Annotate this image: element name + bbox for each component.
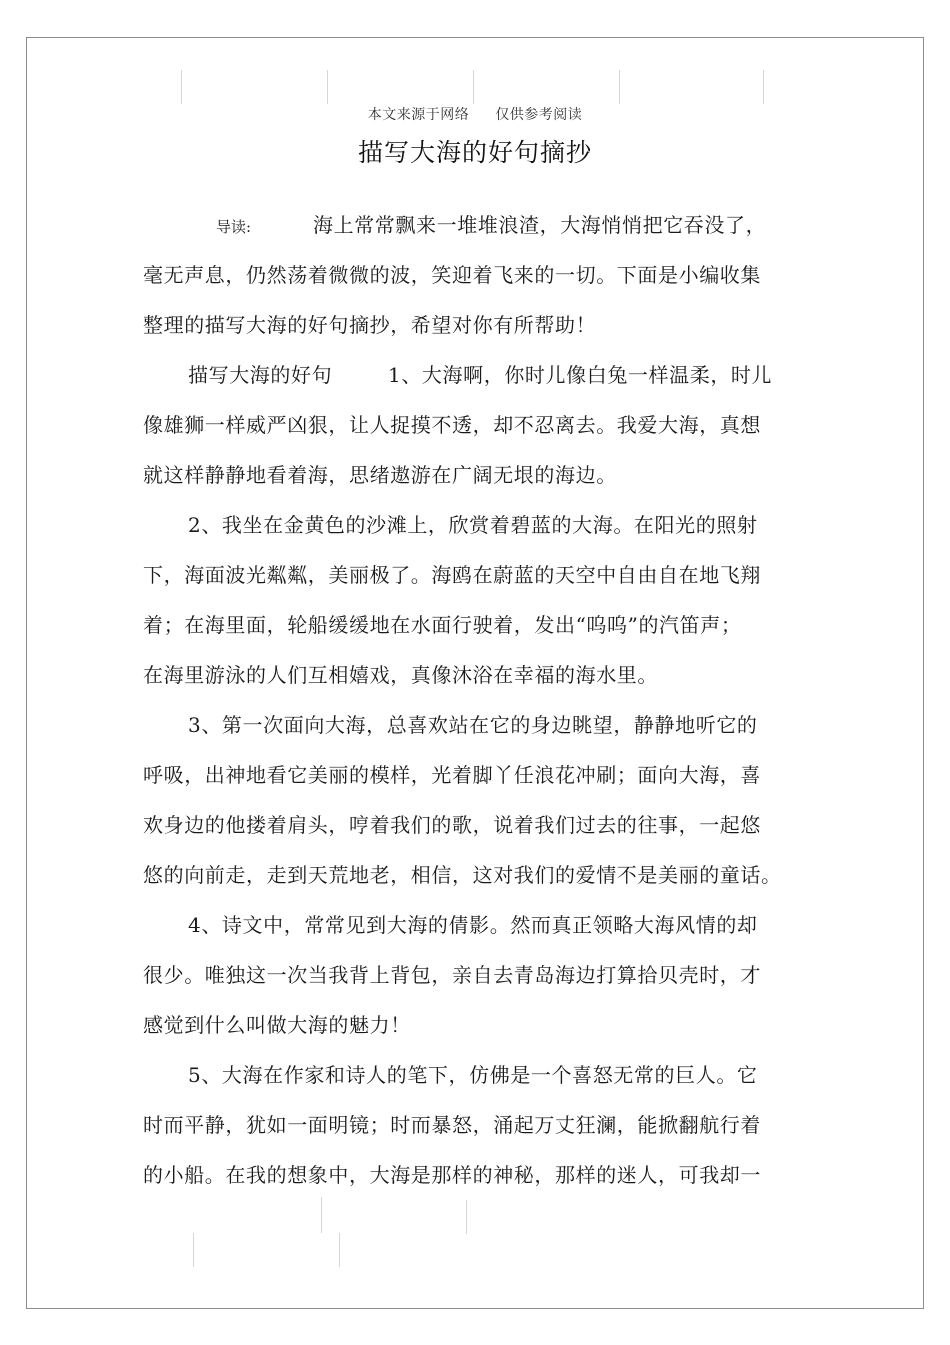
source-note: 本文来源于网络 bbox=[367, 107, 470, 123]
reference-note: 仅供参考阅读 bbox=[495, 107, 583, 123]
scan-line bbox=[193, 1233, 194, 1267]
paragraph-line: 1、大海啊，你时儿像白兔一样温柔，时儿 bbox=[388, 363, 773, 387]
intro-line: 海上常常飘来一堆堆浪渣，大海悄悄把它吞没了， bbox=[313, 213, 767, 237]
paragraph-line: 呼吸，出神地看它美丽的模样，光着脚丫任浪花冲刷；面向大海，喜 bbox=[143, 763, 761, 787]
paragraph-line: 像雄狮一样威严凶狠，让人捉摸不透，却不忍离去。我爱大海，真想 bbox=[143, 413, 761, 437]
paragraph-line: 的小船。在我的想象中，大海是那样的神秘，那样的迷人，可我却一 bbox=[143, 1163, 761, 1187]
page-title: 描写大海的好句摘抄 bbox=[357, 138, 592, 167]
scan-line bbox=[181, 70, 182, 104]
intro-line: 毫无声息，仍然荡着微微的波，笑迎着飞来的一切。下面是小编收集 bbox=[143, 263, 761, 287]
intro-label: 导读: bbox=[216, 218, 252, 236]
scan-line bbox=[619, 70, 620, 104]
header-note bbox=[0, 104, 950, 124]
scan-line bbox=[473, 70, 474, 104]
scan-line bbox=[321, 1197, 322, 1233]
scan-line bbox=[466, 1200, 467, 1234]
paragraph-line: 在海里游泳的人们互相嬉戏，真像沐浴在幸福的海水里。 bbox=[143, 663, 658, 687]
scan-line bbox=[339, 1233, 340, 1267]
scan-line bbox=[327, 70, 328, 104]
paragraph-line: 下，海面波光粼粼，美丽极了。海鸥在蔚蓝的天空中自由自在地飞翔 bbox=[143, 563, 761, 587]
paragraph-line: 2、我坐在金黄色的沙滩上，欣赏着碧蓝的大海。在阳光的照射 bbox=[188, 513, 758, 537]
paragraph-line: 感觉到什么叫做大海的魅力！ bbox=[143, 1013, 411, 1037]
paragraph-line: 欢身边的他搂着肩头，哼着我们的歌，说着我们过去的往事，一起悠 bbox=[143, 813, 761, 837]
section-heading: 描写大海的好句 bbox=[188, 363, 333, 387]
paragraph-line: 很少。唯独这一次当我背上背包，亲自去青岛海边打算拾贝壳时，才 bbox=[143, 963, 761, 987]
scan-line bbox=[763, 70, 764, 104]
paragraph-line: 5、大海在作家和诗人的笔下，仿佛是一个喜怒无常的巨人。它 bbox=[188, 1063, 758, 1087]
paragraph-line: 3、第一次面向大海，总喜欢站在它的身边眺望，静静地听它的 bbox=[188, 713, 758, 737]
paragraph-line: 时而平静，犹如一面明镜；时而暴怒，涌起万丈狂澜，能掀翻航行着 bbox=[143, 1113, 761, 1137]
paragraph-line: 4、诗文中，常常见到大海的倩影。然而真正领略大海风情的却 bbox=[188, 913, 758, 937]
paragraph-line: 着；在海里面，轮船缓缓地在水面行驶着，发出“呜呜”的汽笛声； bbox=[143, 613, 742, 637]
paragraph-line: 就这样静静地看着海，思绪遨游在广阔无垠的海边。 bbox=[143, 463, 617, 487]
intro-line: 整理的描写大海的好句摘抄，希望对你有所帮助！ bbox=[143, 313, 597, 337]
paragraph-line: 悠的向前走，走到天荒地老，相信，这对我们的爱情不是美丽的童话。 bbox=[143, 863, 782, 887]
